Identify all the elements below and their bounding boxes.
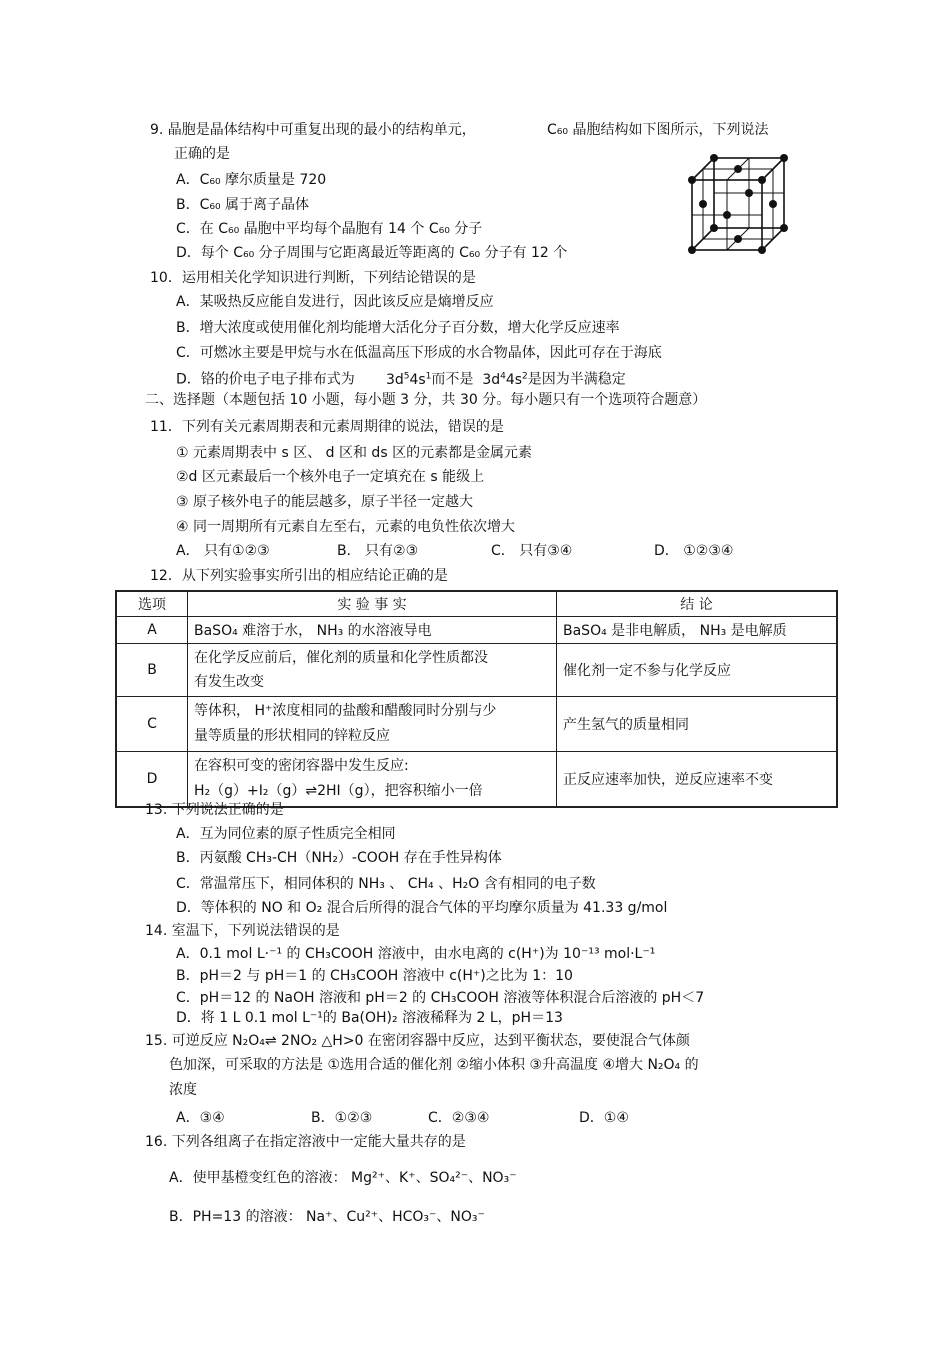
q9-option-d: D．每个 C₆₀ 分子周围与它距离最近等距离的 C₆₀ 分子有 12 个	[176, 245, 568, 261]
q13-option-d: D．等体积的 NO 和 O₂ 混合后所得的混合气体的平均摩尔质量为 41.33 g/mol	[176, 900, 668, 916]
q16-stem: 16. 下列各组离子在指定溶液中一定能大量共存的是	[145, 1134, 466, 1150]
q10-d-config1: $3d^54s^1$	[385, 371, 432, 388]
q14-option-c: C．pH＝12 的 NaOH 溶液和 pH＝2 的 CH₃COOH 溶液等体积混合后溶液的 pH＜7	[176, 990, 705, 1006]
q16-option-b: B．PH=13 的溶液： Na⁺、Cu²⁺、HCO₃⁻、NO₃⁻	[169, 1209, 485, 1225]
row-conclusion: 催化剂一定不参与化学反应	[557, 644, 838, 697]
q10-option-d	[176, 367, 626, 389]
q13-option-a: A．互为同位素的原子性质完全相同	[176, 826, 396, 842]
q10-d-middle: 而不是	[431, 371, 474, 388]
q10-stem: 10．运用相关化学知识进行判断，下列结论错误的是	[150, 270, 476, 286]
table-row	[116, 644, 837, 697]
row-conclusion: 正反应速率加快，逆反应速率不变	[557, 752, 838, 808]
q15-stem-line3: 浓度	[169, 1082, 197, 1098]
row-option: D	[116, 752, 188, 808]
q11-statement-3: ③ 原子核外电子的能层越多，原子半径一定越大	[176, 494, 473, 510]
q11-statement-1: ① 元素周期表中 s 区、 d 区和 ds 区的元素都是金属元素	[176, 445, 533, 461]
table-header-option: 选项	[116, 591, 188, 617]
q10-option-a: A．某吸热反应能自发进行，因此该反应是熵增反应	[176, 294, 494, 310]
row-fact: BaSO₄ 难溶于水， NH₃ 的水溶液导电	[188, 617, 557, 644]
q14-option-b: B．pH＝2 与 pH＝1 的 CH₃COOH 溶液中 c(H⁺)之比为 1：10	[176, 968, 573, 984]
q12-stem: 12．从下列实验事实所引出的相应结论正确的是	[150, 568, 448, 584]
q13-option-b: B．丙氨酸 CH₃-CH（NH₂）-COOH 存在手性异构体	[176, 850, 502, 866]
q10-option-b: B．增大浓度或使用催化剂均能增大活化分子百分数，增大化学反应速率	[176, 320, 620, 336]
q14-stem: 14. 室温下，下列说法错误的是	[145, 923, 340, 939]
q9-option-c: C．在 C₆₀ 晶胞中平均每个晶胞有 14 个 C₆₀ 分子	[176, 221, 483, 237]
q11-stem: 11．下列有关元素周期表和元素周期律的说法，错误的是	[150, 419, 504, 435]
q11-statement-4: ④ 同一周期所有元素自左至右，元素的电负性依次增大	[176, 519, 515, 535]
q11-option-b: B． 只有②③	[337, 543, 419, 559]
q12-experiment-table	[115, 590, 838, 808]
table-row	[116, 697, 837, 752]
q9-option-b: B．C₆₀ 属于离子晶体	[176, 197, 310, 213]
row-option: A	[116, 617, 188, 644]
table-header-conclusion: 结 论	[557, 591, 838, 617]
q9-stem-line1b: C₆₀ 晶胞结构如下图所示，下列说法	[547, 122, 769, 138]
q15-stem-line1: 15. 可逆反应 N₂O₄⇌ 2NO₂ △H>0 在密闭容器中反应，达到平衡状态，要使混合气体颜	[145, 1033, 690, 1049]
table-header-row	[116, 591, 837, 617]
row-conclusion: 产生氢气的质量相同	[557, 697, 838, 752]
section-2-heading: 二、选择题（本题包括 10 小题，每小题 3 分，共 30 分。每小题只有一个选项符合题意）	[145, 392, 707, 408]
q9-option-a: A．C₆₀ 摩尔质量是 720	[176, 172, 327, 188]
q10-option-c: C．可燃冰主要是甲烷与水在低温高压下形成的水合物晶体，因此可存在于海底	[176, 345, 662, 361]
q14-option-a: A．0.1 mol L·⁻¹ 的 CH₃COOH 溶液中，由水电离的 c(H⁺)为 10⁻¹³ mol·L⁻¹	[176, 946, 656, 962]
row-fact: 在化学反应前后，催化剂的质量和化学性质都没 有发生改变	[188, 644, 557, 697]
q15-stem-line2: 色加深，可采取的方法是 ①选用合适的催化剂 ②缩小体积 ③升高温度 ④增大 N₂O₄ 的	[169, 1057, 699, 1073]
q11-option-c: C． 只有③④	[491, 543, 573, 559]
table-header-fact: 实 验 事 实	[188, 591, 557, 617]
q13-stem: 13. 下列说法正确的是	[145, 802, 284, 818]
c60-unit-cell-diagram	[686, 152, 792, 256]
row-option: B	[116, 644, 188, 697]
q13-option-c: C．常温常压下，相同体积的 NH₃ 、 CH₄ 、H₂O 含有相同的电子数	[176, 876, 596, 892]
q9-stem-line2: 正确的是	[174, 146, 230, 162]
q15-option-d: D．①④	[579, 1110, 629, 1126]
q14-option-d: D．将 1 L 0.1 mol L⁻¹的 Ba(OH)₂ 溶液稀释为 2 L，pH＝13	[176, 1010, 563, 1026]
row-option: C	[116, 697, 188, 752]
q11-option-a: A． 只有①②③	[176, 543, 270, 559]
q11-option-d: D． ①②③④	[654, 543, 734, 559]
q10-d-prefix: D．铬的价电子电子排布式为	[176, 371, 355, 388]
row-conclusion: BaSO₄ 是非电解质， NH₃ 是电解质	[557, 617, 838, 644]
table-row	[116, 752, 837, 808]
q10-d-suffix: 是因为半满稳定	[527, 371, 626, 388]
table-row	[116, 617, 837, 644]
row-fact: 等体积， H⁺浓度相同的盐酸和醋酸同时分别与少 量等质量的形状相同的锌粒反应	[188, 697, 557, 752]
row-fact: 在容积可变的密闭容器中发生反应: H₂（g）+I₂（g）⇌2HI（g），把容积缩小一倍	[188, 752, 557, 808]
q10-d-config2: $3d^44s^2$	[482, 371, 528, 388]
q15-option-b: B．①②③	[311, 1110, 373, 1126]
q15-option-a: A．③④	[176, 1110, 225, 1126]
q9-stem-line1: 9. 晶胞是晶体结构中可重复出现的最小的结构单元，	[150, 122, 476, 138]
q15-option-c: C．②③④	[428, 1110, 490, 1126]
q11-statement-2: ②d 区元素最后一个核外电子一定填充在 s 能级上	[176, 469, 485, 485]
q16-option-a: A．使甲基橙变红色的溶液： Mg²⁺、K⁺、SO₄²⁻、NO₃⁻	[169, 1170, 517, 1186]
